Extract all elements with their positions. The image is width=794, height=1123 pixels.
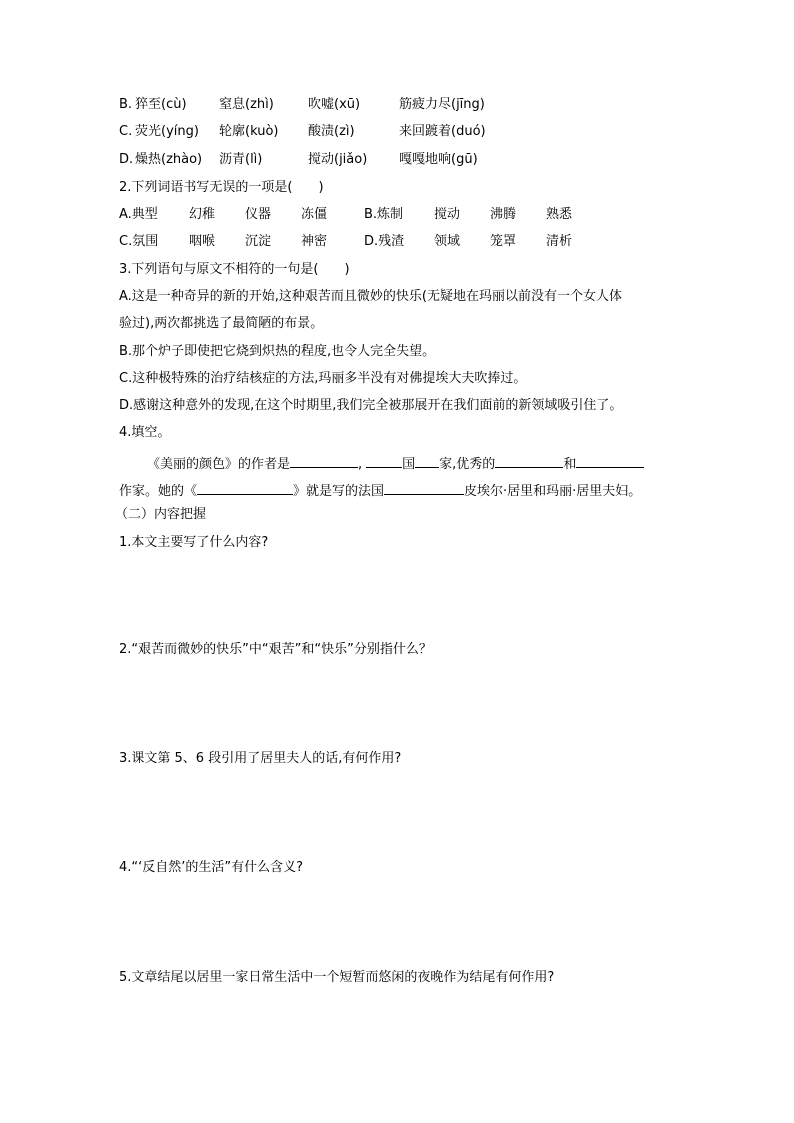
q2-row2-item-1: C.氛围 [119,234,159,249]
section-2-question-3: 3.课文第 5、6 段引用了居里夫人的话,有何作用? [119,751,402,766]
q4-blank-role-2[interactable] [576,453,644,468]
q4-blank-descriptor[interactable] [384,480,464,495]
q1-option-d-label: D. [119,152,134,167]
q3-option-c: C.这种极特殊的治疗结核症的方法,玛丽多半没有对佛提埃大夫吹捧过。 [119,371,527,386]
q3-option-a-line-2: 验过),两次都挑选了最简陋的布景。 [119,316,324,331]
section-2-question-4: 4.“‘反自然’的生活”有什么含义? [119,860,304,875]
q4-text-3: 国 [402,457,416,472]
q3-stem [119,262,350,278]
q1-option-b-word-3: 吹嘘(xū) [308,97,361,112]
q1-option-c-word-4: 来回踱着(duó) [399,124,486,139]
q2-row2-item-3: 沉淀 [245,234,272,249]
q1-option-d-word-2: 沥青(lì) [219,152,263,167]
q1-option-d-word-1: 燥热(zhào) [135,152,203,167]
q2-row1-item-3: 仪器 [245,207,272,222]
q2-stem-text: 2.下列词语书写无误的一项是( [119,180,293,195]
q4-stem: 4.填空。 [119,425,171,440]
section-2-heading: （二）内容把握 [115,507,207,522]
q1-option-c-word-2: 轮廓(kuò) [219,124,279,139]
q4-blank-country[interactable] [366,453,402,468]
q2-row1-item-6: 搅动 [434,207,461,222]
q1-option-c-word-3: 酸渍(zì) [308,124,355,139]
q1-option-b-word-1: 猝至(cù) [135,97,187,112]
q2-row1-item-7: 沸腾 [490,207,517,222]
q4-text-6: 作家。她的《 [119,484,198,499]
q2-row1-item-1: A.典型 [119,207,158,222]
q3-option-a-line-1: A.这是一种奇异的新的开始,这种艰苦而且微妙的快乐(无疑地在玛丽以前没有一个女人体 [119,289,623,304]
q4-blank-author[interactable] [290,453,358,468]
q4-blank-role-1[interactable] [495,453,563,468]
q4-text-1: 《美丽的颜色》的作者是 [147,457,291,472]
section-2-question-1: 1.本文主要写了什么内容? [119,535,269,550]
q2-row1-item-4: 冻僵 [301,207,328,222]
q4-text-5: 和 [563,457,577,472]
q3-stem-close: ) [344,262,350,277]
q2-row2-item-8: 清析 [546,234,573,249]
q2-row1-item-8: 熟悉 [546,207,573,222]
q3-stem-text: 3.下列语句与原文不相符的一句是( [119,262,319,277]
q3-option-b: B.那个炉子即使把它烧到炽热的程度,也令人完全失望。 [119,344,436,359]
q4-text-4: 家,优秀的 [439,457,496,472]
section-2-question-5: 5.文章结尾以居里一家日常生活中一个短暂而悠闲的夜晚作为结尾有何作用? [119,970,555,985]
q1-option-d-word-3: 搅动(jiǎo) [308,152,368,167]
q2-row2-item-5: D.残渣 [364,234,405,249]
q4-line-2 [119,480,642,499]
q4-text-2: , [358,457,363,472]
q4-text-7: 》就是写的法国 [293,484,385,499]
q1-option-b-label: B. [119,97,133,112]
q2-row1-item-5: B.炼制 [364,207,404,222]
q4-blank-book-title[interactable] [197,480,293,495]
q2-row2-item-4: 神密 [301,234,328,249]
q2-row2-item-7: 笼罩 [490,234,517,249]
q3-option-d: D.感谢这种意外的发现,在这个时期里,我们完全被那展开在我们面前的新领域吸引住了。 [119,398,623,413]
q1-option-c-word-1: 荧光(yíng) [135,124,199,139]
q4-text-8: 皮埃尔·居里和玛丽·居里夫妇。 [464,484,642,499]
q1-option-b-word-2: 窒息(zhì) [219,97,274,112]
q2-row2-item-6: 领域 [434,234,461,249]
q1-option-c-label: C. [119,124,133,139]
q2-row2-item-2: 咽喉 [189,234,216,249]
q1-option-b-word-4: 筋疲力尽(jīng) [399,97,485,112]
section-2-question-2: 2.“艰苦而微妙的快乐”中“艰苦”和“快乐”分别指什么？ [119,642,432,657]
q2-row1-item-2: 幻稚 [189,207,216,222]
q4-line-1 [147,453,644,472]
q4-blank-profession[interactable] [415,453,439,468]
q2-stem [119,180,324,196]
q1-option-d-word-4: 嘎嘎地响(gū) [399,152,478,167]
q2-stem-close: ) [318,180,324,195]
